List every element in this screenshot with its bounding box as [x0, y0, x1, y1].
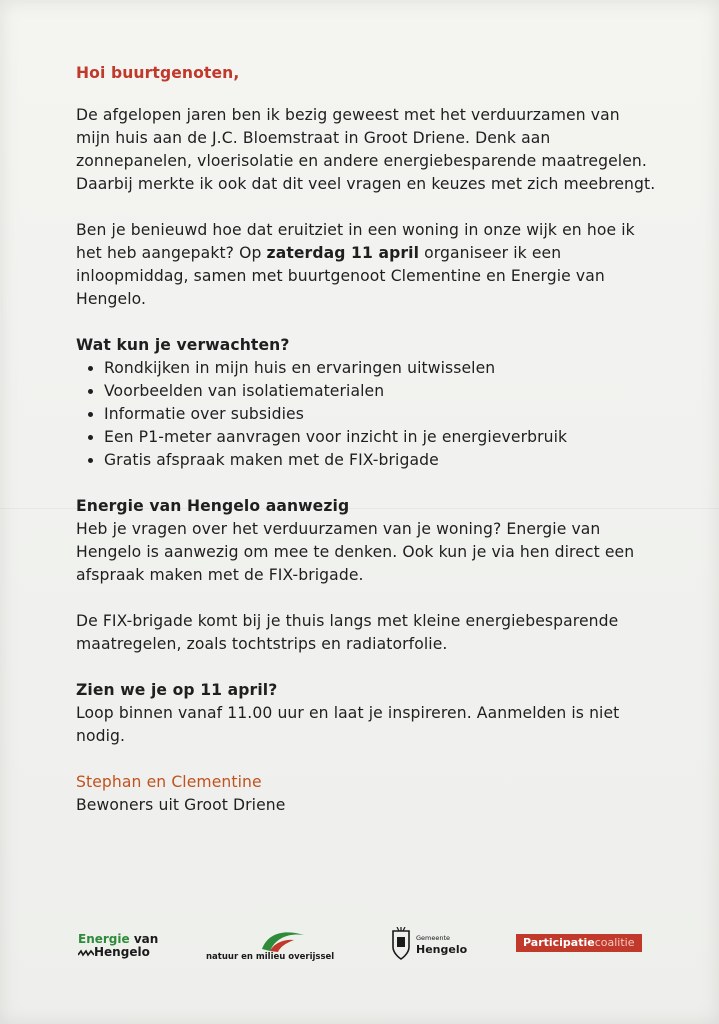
signature-names: Stephan en Clementine	[76, 773, 262, 791]
particip-bold-text: Participatie	[523, 936, 595, 949]
logo-strip	[0, 925, 719, 975]
expect-heading: Wat kun je verwachten?	[76, 336, 290, 354]
list-item: • Gratis afspraak maken met de FIX-brigade	[104, 449, 656, 472]
invitation-paragraph	[76, 219, 656, 311]
list-item: • Rondkijken in mijn huis en ervaringen uitwisselen	[104, 357, 656, 380]
intro-paragraph: De afgelopen jaren ben ik bezig geweest met het verduurzamen van mijn huis aan de J.C. Bloemstraat in Groot Driene. Denk aan zonnepanelen, vloerisolatie en andere energiebesparende maatregelen. Daarbij merkte ik ook dat dit veel vragen en keuzes met zich meebrengt.	[76, 106, 656, 193]
coat-of-arms-icon	[390, 927, 412, 961]
swoosh-icon	[260, 927, 306, 953]
greeting: Hoi buurtgenoten,	[76, 64, 240, 82]
logo-hengelo-word: Hengelo	[94, 945, 150, 959]
invitation-text-end: organiseer ik een inloopmiddag, samen met buurtgenoot Clementine en Energie van Hengelo.	[76, 244, 605, 308]
letter-body	[76, 62, 656, 817]
event-date: zaterdag 11 april	[266, 244, 420, 262]
expect-list	[76, 357, 656, 472]
zien-paragraph: Loop binnen vanaf 11.00 uur en laat je inspireren. Aanmelden is niet nodig.	[76, 704, 620, 745]
logo-van-word: van	[129, 932, 159, 946]
invitation-text-start: Ben je benieuwd hoe dat eruitziet in een woning in onze wijk en hoe ik het heb aangepakt? Op	[76, 221, 635, 262]
zien-heading: Zien we je op 11 april?	[76, 681, 278, 699]
gemeente-small-text: Gemeente	[416, 934, 451, 942]
natuur-logo-text: natuur en milieu overijssel	[206, 952, 335, 962]
wave-icon	[78, 949, 94, 957]
energie-heading: Energie van Hengelo aanwezig	[76, 497, 350, 515]
logo-energie-word: Energie	[78, 932, 130, 946]
energie-van-hengelo-logo	[78, 933, 158, 959]
signature-role: Bewoners uit Groot Driene	[76, 796, 286, 814]
list-item: • Een P1-meter aanvragen voor inzicht in je energieverbruik	[104, 426, 656, 449]
participatiecoalitie-logo	[516, 934, 642, 952]
gemeente-big-text: Hengelo	[416, 943, 468, 956]
list-item: • Voorbeelden van isolatiematerialen	[104, 380, 656, 403]
energie-paragraph: Heb je vragen over het verduurzamen van je woning? Energie van Hengelo is aanwezig om mee te denken. Ook kun je via hen direct een afspraak maken met de FIX-brigade.	[76, 520, 635, 584]
natuur-en-milieu-logo	[206, 927, 336, 967]
fix-brigade-paragraph: De FIX-brigade komt bij je thuis langs met kleine energiebesparende maatregelen, zoals tochtstrips en radiatorfolie.	[76, 612, 619, 653]
particip-light-text: coalitie	[594, 936, 635, 949]
list-item: • Informatie over subsidies	[104, 403, 656, 426]
